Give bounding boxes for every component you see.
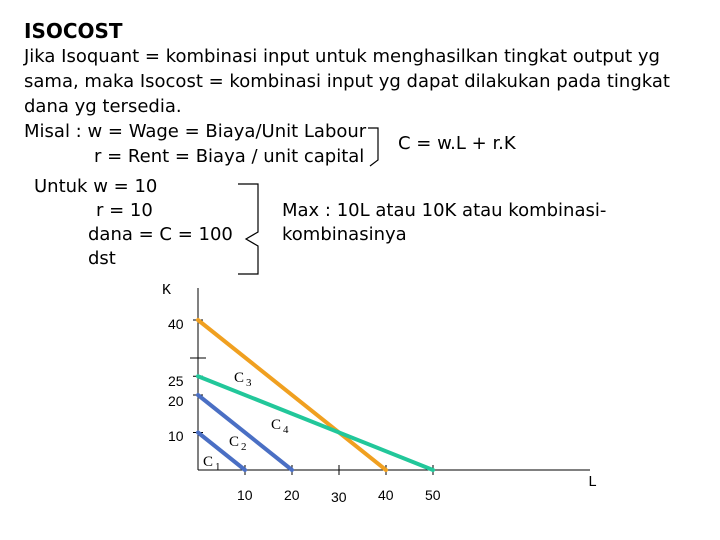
isocost-line-c3	[198, 320, 386, 470]
given-budget: dana = C = 100	[88, 224, 233, 245]
curve-label-2: C $_2$	[229, 434, 247, 453]
result-bracket	[238, 184, 258, 274]
x-tick-label: 40	[378, 487, 394, 503]
y-tick-label: 25	[168, 373, 184, 389]
y-tick-label: 20	[168, 393, 184, 409]
given-etc: dst	[88, 248, 116, 269]
result-line-1: Max : 10L atau 10K atau kombinasi-	[282, 200, 607, 221]
isocost-formula: C = w.L + r.K	[398, 133, 516, 154]
intro-line-3: dana yg tersedia.	[24, 96, 182, 117]
page-title: ISOCOST	[24, 19, 123, 43]
curve-label-4: C $_4$	[271, 417, 289, 436]
intro-line-2: sama, maka Isocost = kombinasi input yg dapat dilakukan pada tingkat	[24, 71, 670, 92]
curve-label-subscript: 1	[215, 461, 221, 473]
curve-label-subscript: 4	[283, 424, 289, 436]
x-tick-label: 50	[425, 487, 441, 503]
y-tick-label: 10	[168, 428, 184, 444]
x-tick-label: 30	[331, 489, 347, 505]
y-tick-label: 40	[168, 316, 184, 332]
example-line-rent: r = Rent = Biaya / unit capital	[94, 146, 365, 167]
curve-label-1: C $_1$	[203, 454, 221, 473]
x-tick-label: 20	[284, 487, 300, 503]
curve-label-subscript: 2	[241, 441, 247, 453]
isocost-chart	[162, 282, 597, 505]
x-axis-label: L	[588, 474, 598, 491]
formula-bracket	[368, 128, 378, 166]
y-axis-label: K	[162, 282, 172, 299]
curve-label-subscript: 3	[246, 377, 252, 389]
x-tick-label: 10	[237, 487, 253, 503]
given-wage: Untuk w = 10	[34, 176, 158, 197]
example-line-wage: Misal : w = Wage = Biaya/Unit Labour	[24, 121, 367, 142]
given-rent: r = 10	[96, 200, 153, 221]
intro-line-1: Jika Isoquant = kombinasi input untuk menghasilkan tingkat output yg	[24, 46, 660, 67]
curve-label-3: C $_3$	[234, 370, 252, 389]
result-line-2: kombinasinya	[282, 224, 407, 245]
